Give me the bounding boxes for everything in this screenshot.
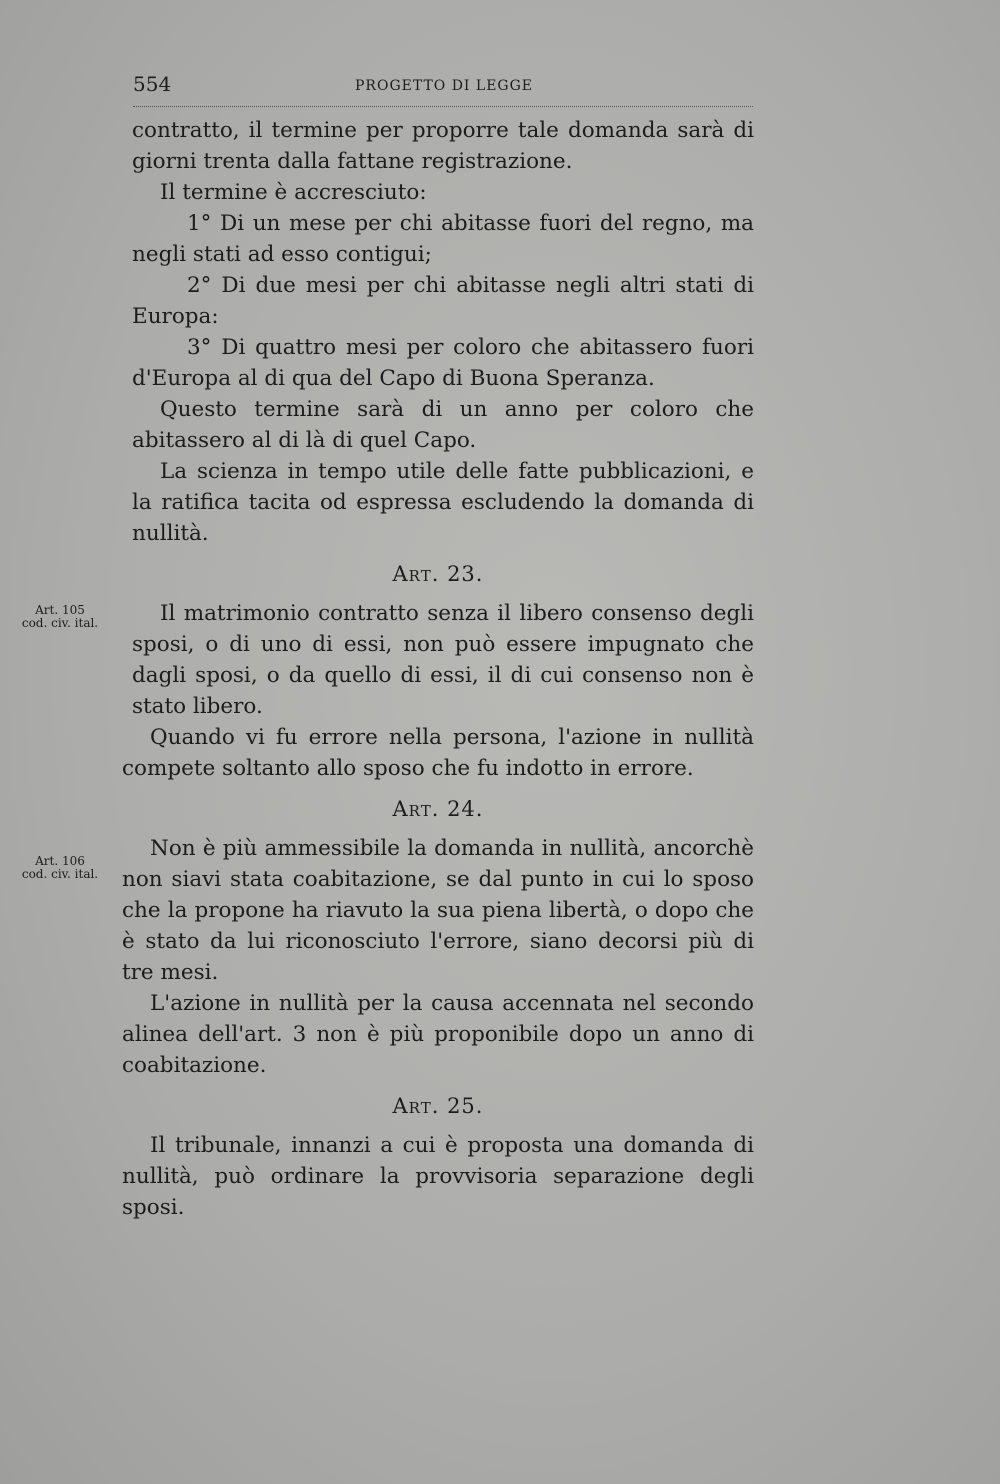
paragraph: Questo termine sarà di un anno per coloro che abitassero al di là di quel Capo.	[132, 397, 754, 453]
paragraph: Quando vi fu errore nella persona, l'azione in nullità compete soltanto allo sposo che fu indotto in errore.	[122, 725, 754, 781]
paragraph: Il tribunale, innanzi a cui è proposta una domanda di nullità, può ordinare la provvisoria separazione degli sposi.	[122, 1133, 754, 1220]
body-text	[122, 115, 754, 1223]
paragraph: Il termine è accresciuto:	[160, 180, 427, 205]
margin-note-art-106	[10, 855, 110, 881]
margin-note-art-105	[10, 604, 110, 630]
paragraph: Il matrimonio contratto senza il libero consenso degli sposi, o di uno di essi, non può essere impugnato che dagli sposi, o da quello di essi, il di cui consenso non è stato libero.	[132, 601, 754, 719]
article-heading: Art. 25.	[392, 1094, 484, 1118]
page-number: 554	[133, 72, 172, 96]
margin-note-line: cod. civ. ital.	[21, 867, 99, 881]
paragraph: 2° Di due mesi per chi abitasse negli altri stati di Europa:	[132, 273, 754, 329]
paragraph: 3° Di quattro mesi per coloro che abitassero fuori d'Europa al di qua del Capo di Buona Speranza.	[132, 335, 754, 391]
margin-note-line: cod. civ. ital.	[21, 616, 99, 630]
paragraph: L'azione in nullità per la causa accennata nel secondo alinea dell'art. 3 non è più proponibile dopo un anno di coabitazione.	[122, 991, 754, 1078]
page-header	[133, 70, 753, 107]
running-title: PROGETTO DI LEGGE	[355, 78, 534, 94]
paragraph: La scienza in tempo utile delle fatte pubblicazioni, e la ratifica tacita od espressa escludendo la domanda di nullità.	[132, 459, 754, 546]
paragraph: contratto, il termine per proporre tale domanda sarà di giorni trenta dalla fattane registrazione.	[132, 118, 754, 174]
article-heading: Art. 24.	[392, 797, 484, 821]
margin-note-line: Art. 105	[35, 603, 85, 617]
article-heading: Art. 23.	[392, 562, 484, 586]
margin-note-line: Art. 106	[35, 854, 85, 868]
paragraph: Non è più ammessibile la domanda in nullità, ancorchè non siavi stata coabitazione, se dal punto in cui lo sposo che la propone ha riavuto la sua piena libertà, o dopo che è stato da lui riconosciuto l'errore, siano decorsi più di tre mesi.	[122, 836, 754, 985]
paragraph: 1° Di un mese per chi abitasse fuori del regno, ma negli stati ad esso contigui;	[132, 211, 754, 267]
